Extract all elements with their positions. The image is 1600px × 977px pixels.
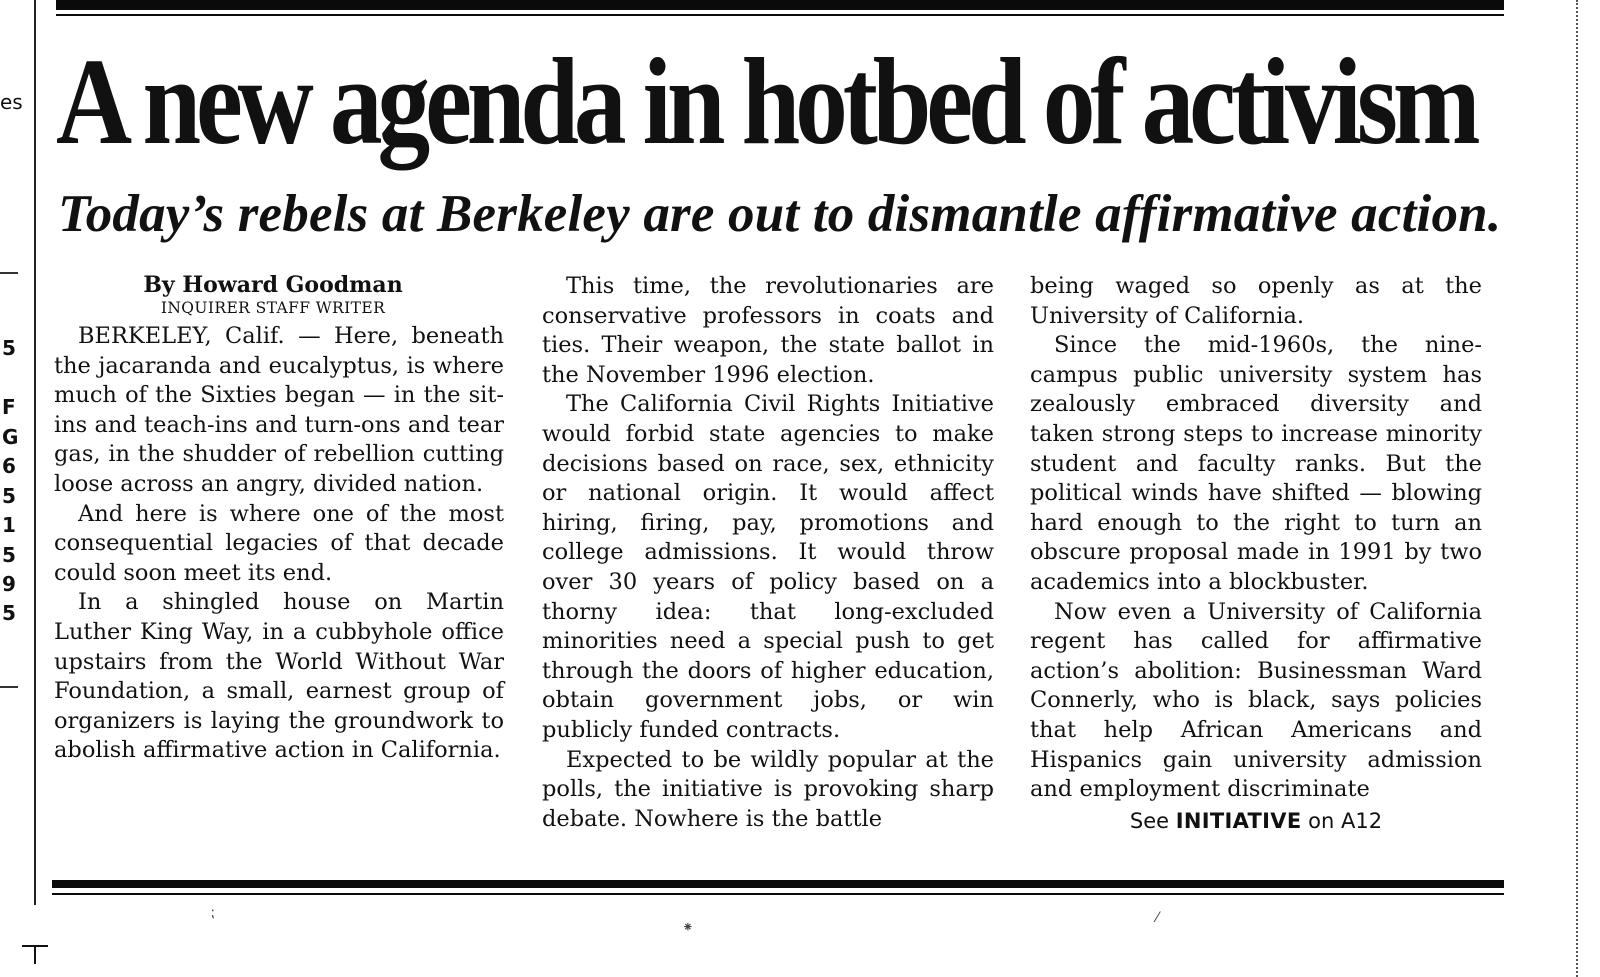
margin-glyph: 6 bbox=[2, 454, 16, 478]
column-rule-right bbox=[1576, 0, 1579, 977]
paragraph: And here is where one of the most consequential legacies of that decade could soon meet its end. bbox=[54, 500, 504, 586]
jump-suffix: on A12 bbox=[1308, 808, 1383, 833]
scan-speck-icon: ⁏ bbox=[210, 905, 215, 921]
paragraph-continued: being waged so openly as at the University of California. bbox=[1030, 273, 1482, 329]
paragraph: The California Civil Rights Initiative would forbid state agencies to make decisions based on race, sex, ethnicity or national origin. It would affect hiring, firing, pay, promotions and college admissions. It would throw over 30 years of policy based on a thorny idea: that long-excluded minorities need a special push to get through the doors of higher education, obtain government jobs, or win publicly funded contracts. bbox=[542, 391, 994, 743]
margin-glyph: 5 bbox=[2, 543, 16, 567]
top-rule-thick bbox=[56, 0, 1504, 10]
jump-line bbox=[1030, 807, 1482, 835]
margin-glyph: 5 bbox=[2, 601, 16, 625]
byline: By Howard Goodman bbox=[143, 272, 403, 298]
right-margin bbox=[1560, 0, 1600, 977]
margin-glyph: G bbox=[2, 425, 19, 449]
subheadline: Today’s rebels at Berkeley are out to dismantle affirmative action. bbox=[58, 185, 1502, 243]
paragraph: Since the mid-1960s, the nine-campus public university system has zealously embraced diversity and taken strong steps to increase minority student and faculty ranks. But the political winds have shifted — blowing hard enough to the right to turn an obscure proposal made in 1991 by two academics into a blockbuster. bbox=[1030, 332, 1482, 595]
scan-speck-icon: ⁕ bbox=[682, 920, 694, 936]
column-rule-left bbox=[34, 0, 36, 905]
paragraph: In a shingled house on Martin Luther King Way, in a cubbyhole office upstairs from the World Without War Foundation, a small, earnest group of organizers is laying the groundwork to abolish affirmative action in California. bbox=[54, 589, 504, 764]
scan-speck-icon: ⁄ bbox=[1156, 910, 1159, 926]
top-rule-thin bbox=[56, 14, 1504, 16]
bottom-rule-thick bbox=[52, 880, 1504, 888]
jump-prefix: See bbox=[1129, 808, 1170, 833]
paragraph: BERKELEY, Calif. — Here, beneath the jacaranda and eucalyptus, is where much of the Sixties began — in the sit-ins and teach-ins and turn-ons and tear gas, in the shudder of rebellion cutting loose across an angry, divided nation. bbox=[54, 323, 504, 497]
margin-glyph: 1 bbox=[2, 513, 16, 537]
crop-mark-icon bbox=[20, 944, 50, 964]
jump-keyword: INITIATIVE bbox=[1175, 808, 1302, 833]
article-column-1 bbox=[54, 272, 504, 766]
margin-glyph: 5 bbox=[2, 484, 16, 508]
article-column-2 bbox=[542, 272, 994, 834]
paragraph: Expected to be wildly popular at the polls, the initiative is provoking sharp debate. Nowhere is the battle bbox=[542, 746, 994, 832]
margin-tick bbox=[0, 686, 18, 688]
article-column-3 bbox=[1030, 272, 1482, 835]
margin-glyph: 9 bbox=[2, 572, 16, 596]
paragraph: Now even a University of California regent has called for affirmative action’s abolition: Businessman Ward Connerly, who is black, says policies that help African Americans and Hispanics gain university admission and employment discriminate bbox=[1030, 598, 1482, 803]
left-margin bbox=[0, 0, 36, 977]
margin-tick bbox=[0, 272, 18, 274]
margin-glyph: 5 bbox=[2, 336, 16, 360]
bottom-rule-thin bbox=[52, 893, 1504, 895]
headline: A new agenda in hotbed of activism bbox=[56, 33, 1476, 170]
margin-glyph: F bbox=[2, 395, 16, 419]
byline-title: INQUIRER STAFF WRITER bbox=[160, 299, 386, 317]
paragraph: This time, the revolutionaries are conservative professors in coats and ties. Their weapon, the state ballot in the November 1996 election. bbox=[542, 273, 994, 388]
margin-fragment-text: es bbox=[0, 90, 23, 114]
